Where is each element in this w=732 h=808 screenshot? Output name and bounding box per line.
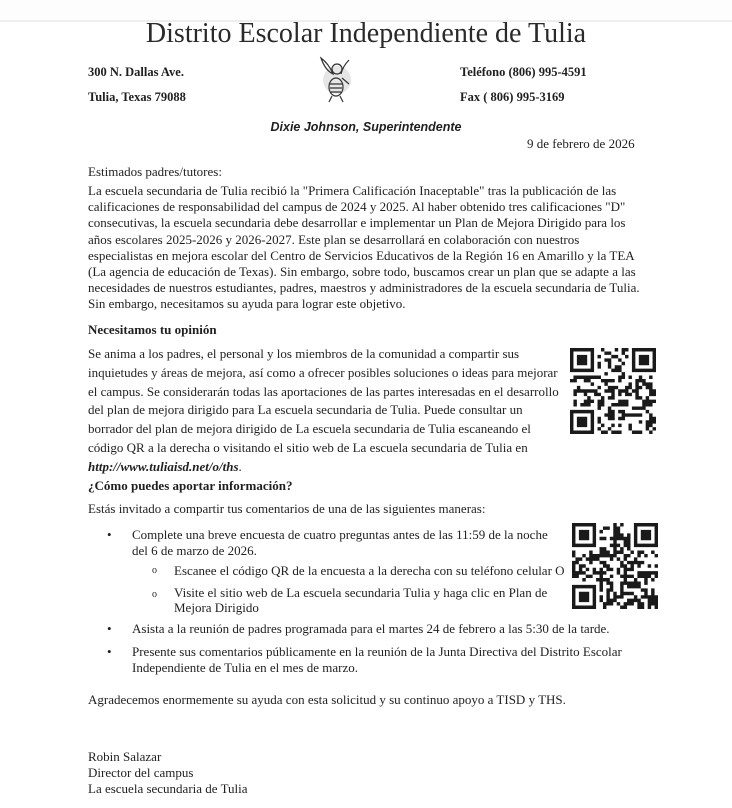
text-line: del plan de mejora dirigido para La escuela secundaria de Tulia. Puede consultar un — [88, 402, 523, 418]
text-line: La escuela secundaria de Tulia recibió la "Primera Calificación Inaceptable" tras la publicación de las — [88, 183, 617, 198]
text-line: consecutivas, la escuela secundaria debe desarrollar e implementar un Plan de Mejora Dirigido para los — [88, 215, 626, 231]
sub-bullet-website — [152, 585, 548, 615]
text-line: especialistas en mejora escolar del Centro de Servicios Educativos de la Región 16 en Amarillo y la TEA — [88, 247, 635, 263]
intro-paragraph — [88, 183, 640, 313]
qr-code-survey[interactable] — [572, 523, 658, 609]
text-line: Complete una breve encuesta de cuatro preguntas antes de las 11:59 de la noche — [132, 527, 548, 542]
greeting: Estimados padres/tutores: — [88, 164, 222, 179]
text-line: Se anima a los padres, el personal y los miembros de la comunidad a compartir sus — [88, 346, 520, 361]
qr-code-improvement-plan[interactable] — [570, 348, 656, 434]
qr-modules — [570, 348, 656, 434]
signer-name: Robin Salazar — [88, 749, 162, 764]
bullet-board-meeting — [107, 644, 622, 676]
hornet-mascot-logo — [315, 54, 359, 104]
sub-bullet-scan-qr — [152, 563, 565, 579]
text-line: código QR a la derecha o visitando el sitio web de La escuela secundaria de Tulia en — [88, 439, 528, 455]
signature-block — [88, 749, 248, 797]
circle-bullet-icon: o — [152, 589, 157, 600]
signer-school: La escuela secundaria de Tulia — [88, 781, 248, 796]
text-line: el campus. Se considerarán todas las aportaciones de las partes interesadas en el desarrollo — [88, 383, 559, 399]
fax: Fax ( 806) 995-3169 — [460, 90, 565, 104]
link-suffix: . — [238, 458, 242, 474]
letter-date: 9 de febrero de 2026 — [527, 136, 635, 151]
opinion-paragraph — [88, 345, 559, 477]
address-line1: 300 N. Dallas Ave. — [88, 65, 184, 79]
text-line: Presente sus comentarios públicamente en la reunión de la Junta Directiva del Distrito Escolar — [132, 644, 622, 659]
text-line: calificaciones de responsabilidad del campus de 2024 y 2025. Al haber obtenido tres calificaciones "D" — [88, 199, 626, 215]
text-line: Sin embargo, necesitamos su ayuda para lograr este objetivo. — [88, 296, 406, 312]
text-line: necesidades de nuestros estudiantes, padres, maestros y administradores de la escuela secundaria de Tulia. — [88, 280, 640, 296]
circle-bullet-icon: o — [152, 565, 157, 576]
district-title: Distrito Escolar Independiente de Tulia — [145, 18, 587, 49]
ths-website-link[interactable]: http://www.tuliaisd.net/o/ths — [88, 458, 239, 474]
closing-text: Agradecemos enormemente su ayuda con esta solicitud y su continuo apoyo a TISD y THS. — [88, 692, 566, 707]
text-line: Visite el sitio web de La escuela secundaria Tulia y haga clic en Plan de — [174, 585, 548, 600]
bullet-icon: • — [107, 644, 112, 659]
superintendent: Dixie Johnson, Superintendente — [270, 120, 462, 134]
bullet-survey — [107, 527, 548, 559]
text-line: Independiente de Tulia en el mes de marzo. — [132, 660, 358, 675]
contribute-intro: Estás invitado a compartir tus comentarios de una de las siguientes maneras: — [88, 501, 486, 516]
section-heading-how-to-contribute: ¿Cómo puedes aportar información? — [88, 478, 293, 493]
text-line: del 6 de marzo de 2026. — [132, 543, 257, 558]
text-line: años escolares 2025-2026 y 2026-2027. Este plan se desarrollará en colaboración con nuestros — [88, 231, 580, 247]
bullet-parent-meeting — [107, 621, 610, 637]
text-line: (La agencia de educación de Texas). Sin embargo, sobre todo, buscamos crear un plan que se adapte a las — [88, 264, 636, 280]
phone: Teléfono (806) 995-4591 — [460, 65, 587, 79]
text-line: borrador del plan de mejora dirigido de La escuela secundaria de Tulia escaneando el — [88, 421, 531, 437]
section-heading-opinion: Necesitamos tu opinión — [88, 322, 217, 337]
qr-modules — [572, 523, 658, 609]
text-line: Mejora Dirigido — [174, 600, 259, 615]
address-line2: Tulia, Texas 79088 — [88, 90, 186, 104]
text-line: Asista a la reunión de padres programada para el martes 24 de febrero a las 5:30 de la tarde. — [132, 621, 610, 636]
bullet-icon: • — [107, 527, 112, 542]
bullet-icon: • — [107, 621, 112, 636]
text-line: Escanee el código QR de la encuesta a la derecha con su teléfono celular O — [174, 563, 565, 578]
text-line: inquietudes y áreas de mejora, así como a ofrecer posibles soluciones o ideas para mejorar — [88, 364, 558, 380]
signer-role: Director del campus — [88, 765, 194, 780]
